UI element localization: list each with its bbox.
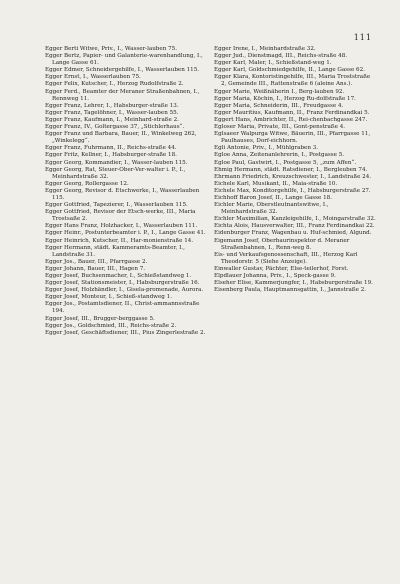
directory-entry: Eisenberg Paula, Hauptmannsgattin, I., Jannstraße 2. (214, 287, 367, 294)
directory-entry: Eichta Alois, Hausverwalter, III., Franz Ferdinandkai 22. (214, 223, 375, 230)
directory-entry: Egger Fritz, Kellner, I., Habsburger-straße 18. (45, 152, 177, 159)
directory-entry: Egger Maria, Schneiderin, III., Freudgasse 4. (214, 102, 344, 109)
page-number: 111 (353, 33, 372, 42)
directory-entry: Egger Gottfried, Revisor der Etsch-werke, III., Maria Trostsaße 2. (45, 209, 196, 223)
directory-entry: Egger Karl, Goldschmiedgehilfe, II., Lange Gasse 62. (214, 67, 365, 74)
directory-entry: Egger Franz, Kaufmann, I., Meinhard-straße 2. (45, 116, 179, 123)
directory-entry: Elseher Elise, Kammerjungfer, I., Habsburgerstraße 19. (214, 280, 373, 287)
directory-entry: Einwaller Gustav, Pächter, Else-teilerhof, Forst. (214, 265, 349, 272)
directory-entry: Egger Irene, I., Meinhardstraße 32. (214, 46, 316, 52)
directory-entry: Egger Josef, Geschäftsdiener, III., Pius Zingerlestraße 2. (45, 329, 206, 336)
directory-entry: Egger Franz und Barbara, Bauer, II., Winkelweg 262, „Winkelegg“. (45, 131, 197, 145)
directory-entry: Eigemann Josef, Oberbaurinspektor d. Meraner Straßenbahnen, I., Renn-weg 8. (214, 237, 350, 251)
directory-entry: Egger Maria, Köchin, I., Herzog Ru-dolfstraße 17. (214, 95, 356, 102)
directory-entry: Egger Ferd., Beamter der Meraner Straßenbahnen, I., Rennweg 11. (45, 88, 200, 102)
directory-entry: Egger Georg, Kommandier, I., Wasser-lauben 115. (45, 159, 188, 166)
directory-entry: Egger Ernst, I., Wasserlauben 75. (45, 74, 141, 81)
directory-entry: Egger Hermann, städt. Kammeramts-Beamter, I., Landstraße 31. (45, 244, 185, 258)
directory-entry: Eichhoff Baron Josef, II., Lange Gasse 18. (214, 194, 333, 201)
directory-entry: Eis- und Verkaufsgenossenschaft, III., Herzog Karl Theodorstr. 5 (Siehe Anzeige). (214, 251, 358, 265)
directory-entry: Eggert Hans, Ambrichter, II., Rei-chenbachgasse 247. (214, 116, 368, 123)
directory-entry: Egger Gottfried, Tapezierer, I., Wasserlauben 115. (45, 202, 188, 209)
directory-entry: Egger Georg, Rat, Steuer-Ober-Ver-walter i. P., I., Meinhardstraße 32. (45, 166, 186, 180)
directory-entry: Eichele Karl, Musikant, II., Maia-straße 10. (214, 180, 338, 187)
directory-entry: Ehmig Hermann, städt. Ratsdiener, I., Bergleuben 74. (214, 166, 368, 173)
directory-entry: Eichler Marie, Oberstleutnantswitwe, I., Meinhardstraße 32. (214, 202, 329, 216)
directory-entry: Egger Georg, Rollergasse 12. (45, 180, 129, 187)
directory-entry: Egger Jos., Bauer, III., Pfarrgasse 2. (45, 258, 148, 265)
directory-entry: Egger Georg, Revisor d. Etschwerke, I., Wasserlauben 115. (45, 187, 200, 201)
right-column (214, 46, 376, 294)
directory-entry: Egloser Maria, Private, III., Gont-penstraße 4. (214, 124, 346, 131)
directory-entry: Eglsaeer Walpurga Witwe, Bäuerin, III., Pfarrgasse 11, Paulhauses, Dorf-eichhorn. (214, 131, 371, 145)
directory-entry: Egger Josef, Holzhändler, I., Gisela-promenade, Aurora. (45, 287, 204, 294)
directory-entry: Egger Johann, Bauer, III., Hagen 7. (45, 265, 146, 272)
directory-entry: Egger Edmer, Schneidergehilfe, I., Wasserlauben 115. (45, 67, 200, 74)
directory-entry: Ehrmann Friedrich, Kreuzschwester, I., Landstraße 24. (214, 173, 372, 180)
directory-entry: Egloe Paul, Gastwirt, I., Postgasse 5, „zum Affen“. (214, 159, 357, 166)
directory-entry: Egger Franz, IV., Goltergasse 37, „Stichlerhaus“. (45, 124, 185, 131)
directory-entry: Eichele Max, Konditorgehilfe, I., Habsburgerstraße 27. (214, 187, 371, 194)
directory-entry: Egger Josef, III., Brugger-berggasse 5. (45, 315, 155, 322)
directory-entry: Egger Jos., Postamtsdiener, II., Christ-ammannsstraße 194. (45, 301, 200, 315)
directory-entry: Egger Franz, Fuhrmann, II., Reichs-straße 44. (45, 145, 177, 152)
directory-entry: Egger Jos., Goldschmied, III., Reichs-straße 2. (45, 322, 177, 329)
directory-entry: Egger Mauritius, Kaufmann, II., Franz Ferdinandkai 5. (214, 109, 370, 116)
directory-entry: Egger Josef, Buchsenmacher, I., Schießstandweg 1. (45, 273, 192, 279)
directory-entry: Egger Josef, Monteur, I., Schieß-standweg 1. (45, 294, 172, 301)
directory-entry: Egger Josef, Stationsmeister, I., Habsburgerstraße 16. (45, 280, 200, 287)
directory-entry: Egger Marie, Weißnäherin I., Berg-lauben 92. (214, 88, 345, 95)
directory-entry: Elpdlauer Johanna, Priv., I., Speck-gasse 9. (214, 273, 336, 279)
directory-entry: Egli Antonie, Priv., I., Mühlgraben 3. (214, 145, 319, 152)
directory-entry: Egger Klara, Kontoristingehilfe, III., Maria Troststraße 2, Gemeinde III., Rattenstraße 6 (aleine Ans.). (214, 74, 371, 88)
directory-entry: Egger Felix, Kutscher, I., Herzog Rudolfstraße 2. (45, 81, 184, 88)
directory-entry: Egger Hans Franz, Holzhacker, I., Wasserlauben 111. (45, 223, 198, 230)
left-column (45, 46, 209, 337)
directory-entry: Egger Heinr., Postunterbeamter i. P., I., Lange Gasse 41. (45, 230, 206, 237)
directory-entry: Egger Franz, Tagelöhner, I., Wasser-lauben 55. (45, 109, 179, 116)
directory-entry: Eidenburger Franz, Wagenbau u. Huf-schmied, Algund. (214, 230, 372, 237)
directory-entry: Egger Jud., Dienstmagd, III., Reichs-straße 48. (214, 53, 348, 60)
directory-entry: Egger Franz, Lehrer, I., Habsburger-straße 13. (45, 102, 179, 109)
directory-entry: Egloe Anna, Zeitenanlehrerin, I., Postgasse 5. (214, 152, 345, 159)
directory-entry: Egger Berti Witwe, Priv., I., Wasser-lauben 75. (45, 46, 177, 52)
directory-entry: Egger Karl, Maler, I., Schießstand-weg 1. (214, 60, 332, 67)
directory-entry: Egger Bertz, Papier- und Galanterie-warenhandlung, I., Lange Gasse 61. (45, 53, 203, 67)
directory-entry: Eichler Maximilian, Kanzleigehilfe, I., Moingarstraße 32. (214, 216, 376, 223)
directory-entry: Egger Heinrich, Kutscher, II., Har-monienstraße 14. (45, 237, 194, 244)
